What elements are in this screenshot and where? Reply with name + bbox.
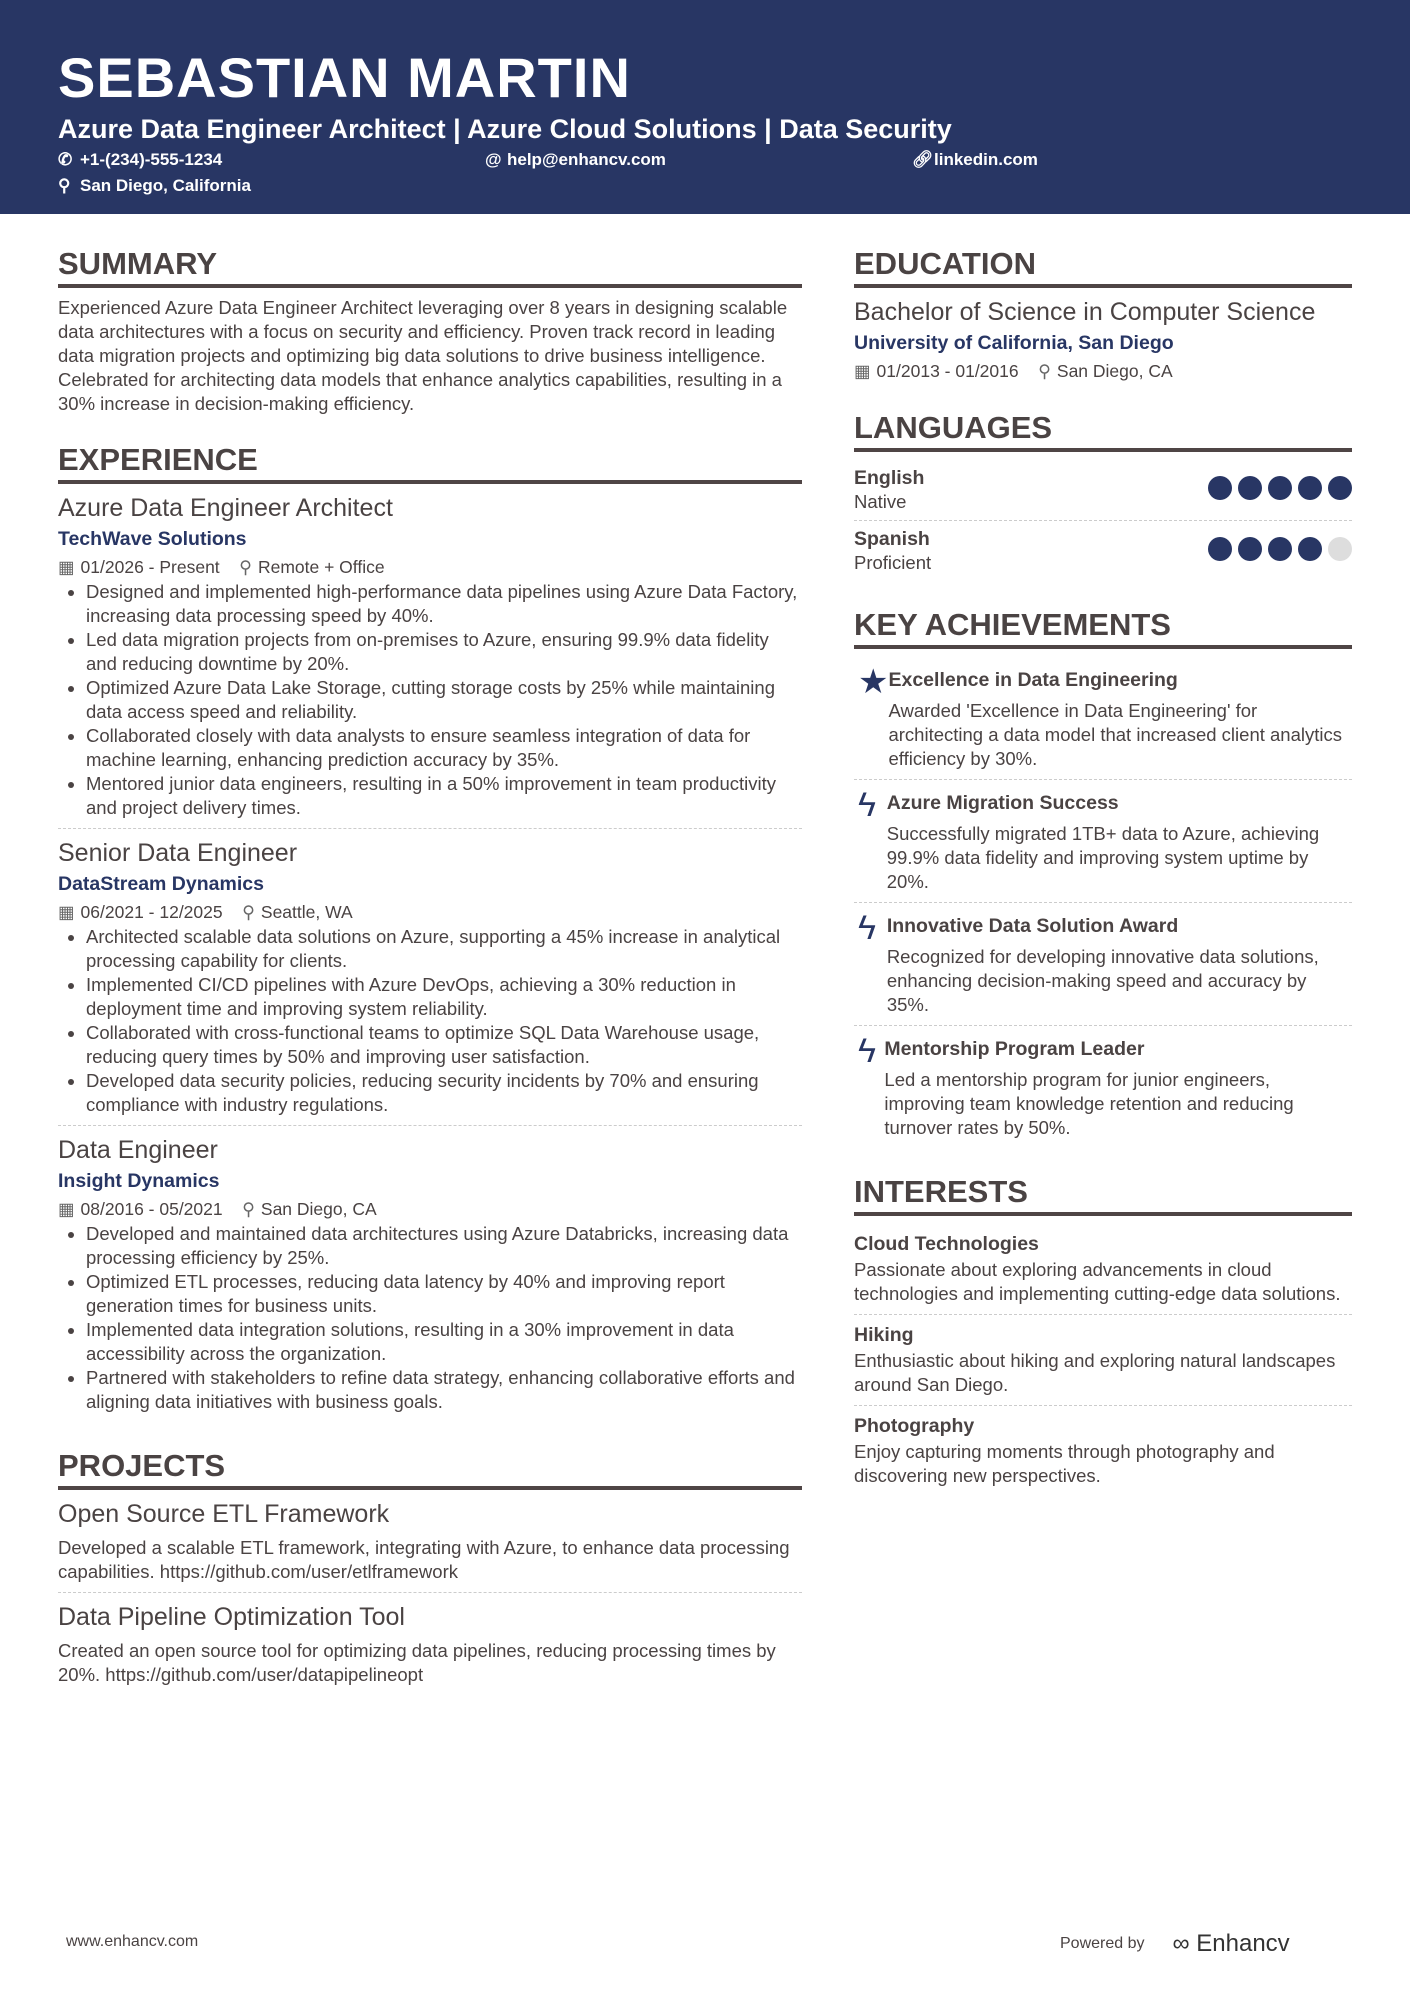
summary-text: Experienced Azure Data Engineer Architect leveraging over 8 years in designing scalable data architectures with a focus on security and efficiency. Proven track record in leading data migration projects and optimizing big data solutions to drive business intelligence. Celebrated for architecting data models that enhance analytics capabilities, resulting in a 30% increase in decision-making efficiency. xyxy=(58,297,788,414)
left-column xyxy=(58,246,802,1721)
brand-name: Enhancv xyxy=(1196,1930,1290,1957)
rating-dot xyxy=(1328,476,1352,500)
job-bullets xyxy=(58,925,802,1117)
location: San Diego, California xyxy=(80,176,251,195)
rating-dot xyxy=(1208,537,1232,561)
interest-text: Enthusiastic about hiking and exploring natural landscapes around San Diego. xyxy=(854,1350,1336,1395)
achievement-item xyxy=(854,903,1352,1026)
bullet: • Architected scalable data solutions on Azure, supporting a 45% increase in analytical processing capability for clients. xyxy=(86,925,802,973)
location-icon: ⚲ xyxy=(1038,361,1051,381)
language-item xyxy=(854,460,1352,521)
school: University of California, San Diego xyxy=(854,332,1174,354)
language-level: Native xyxy=(854,491,907,512)
interest-title: Photography xyxy=(854,1415,975,1437)
job-title: Senior Data Engineer xyxy=(58,839,298,867)
project-title: Open Source ETL Framework xyxy=(58,1500,390,1528)
rating-dot xyxy=(1298,476,1322,500)
experience-section xyxy=(58,442,802,1422)
bullet: • Collaborated with cross-functional teams to optimize SQL Data Warehouse usage, reducing query times by 50% and improving user satisfaction. xyxy=(86,1021,802,1069)
project-text: Created an open source tool for optimizing data pipelines, reducing processing times by 20%. https://github.com/user/datapipelineopt xyxy=(58,1640,776,1685)
interest-text: Enjoy capturing moments through photography and discovering new perspectives. xyxy=(854,1441,1275,1486)
bullet: • Optimized Azure Data Lake Storage, cutting storage costs by 25% while maintaining data access speed and reliability. xyxy=(86,676,802,724)
candidate-title: Azure Data Engineer Architect | Azure Cloud Solutions | Data Security xyxy=(58,114,952,144)
location-icon: ⚲ xyxy=(242,1199,255,1219)
rating-dot xyxy=(1238,476,1262,500)
achievement-item xyxy=(854,780,1352,903)
phone[interactable]: +1-(234)-555-1234 xyxy=(80,150,223,169)
section-heading: KEY ACHIEVEMENTS xyxy=(854,607,1352,649)
job-dates: 08/2016 - 05/2021 xyxy=(80,1199,223,1219)
edu-dates: 01/2013 - 01/2016 xyxy=(876,361,1019,381)
rating-dot xyxy=(1268,537,1292,561)
project-entry xyxy=(58,1601,802,1695)
calendar-icon: ▦ xyxy=(854,361,871,381)
bullet: • Developed data security policies, reducing security incidents by 70% and ensuring compliance with industry regulations. xyxy=(86,1069,802,1117)
section-heading: SUMMARY xyxy=(58,246,802,288)
job-location: San Diego, CA xyxy=(260,1199,377,1219)
calendar-icon: ▦ xyxy=(58,902,75,922)
achievement-text: Led a mentorship program for junior engineers, improving team knowledge retention and reducing turnover rates by 50%. xyxy=(884,1069,1294,1138)
location-icon: ⚲ xyxy=(242,902,255,922)
job-entry xyxy=(58,1134,802,1422)
rating-dot xyxy=(1328,537,1352,561)
project-title: Data Pipeline Optimization Tool xyxy=(58,1603,405,1631)
company: TechWave Solutions xyxy=(58,528,247,550)
rating-dot xyxy=(1238,537,1262,561)
achievement-item xyxy=(854,1026,1352,1148)
phone-icon: ✆ xyxy=(58,150,73,169)
bullet: • Partnered with stakeholders to refine data strategy, enhancing collaborative efforts and aligning data initiatives with business goals. xyxy=(86,1366,802,1414)
email[interactable]: help@enhancv.com xyxy=(507,150,666,169)
interest-title: Hiking xyxy=(854,1324,914,1346)
project-text: Developed a scalable ETL framework, integrating with Azure, to enhance data processing capabilities. https://github.com/user/etlframework xyxy=(58,1537,790,1582)
achievement-text: Awarded 'Excellence in Data Engineering' for architecting a data model that increased client analytics efficiency by 30%. xyxy=(888,700,1342,769)
achievement-title: Azure Migration Success xyxy=(886,792,1119,814)
bullet: • Mentored junior data engineers, resulting in a 50% improvement in team productivity and project delivery times. xyxy=(86,772,802,820)
footer-site[interactable]: www.enhancv.com xyxy=(66,1933,199,1950)
rating-dot xyxy=(1298,537,1322,561)
job-entry xyxy=(58,837,802,1126)
bullet: • Optimized ETL processes, reducing data latency by 40% and improving report generation times for business units. xyxy=(86,1270,802,1318)
achievement-text: Successfully migrated 1TB+ data to Azure, achieving 99.9% data fidelity and improving system uptime by 20%. xyxy=(886,823,1320,892)
achievement-item xyxy=(854,657,1352,780)
language-item xyxy=(854,521,1352,581)
bullet: • Implemented CI/CD pipelines with Azure DevOps, achieving a 30% reduction in deployment time and improving system reliability. xyxy=(86,973,802,1021)
bullet: • Collaborated closely with data analysts to ensure seamless integration of data for machine learning, enhancing prediction accuracy by 35%. xyxy=(86,724,802,772)
calendar-icon: ▦ xyxy=(58,557,75,577)
project-entry xyxy=(58,1498,802,1593)
language-name: Spanish xyxy=(854,528,930,550)
section-heading: EDUCATION xyxy=(854,246,1352,288)
edu-location: San Diego, CA xyxy=(1056,361,1173,381)
bullet: • Implemented data integration solutions, resulting in a 30% improvement in data accessibility across the organization. xyxy=(86,1318,802,1366)
job-bullets xyxy=(58,580,802,820)
linkedin[interactable]: linkedin.com xyxy=(934,150,1038,169)
bolt-icon: ϟ xyxy=(858,909,876,947)
job-dates: 01/2026 - Present xyxy=(80,557,220,577)
achievement-title: Innovative Data Solution Award xyxy=(886,915,1179,937)
achievement-title: Mentorship Program Leader xyxy=(884,1038,1145,1060)
degree: Bachelor of Science in Computer Science xyxy=(854,298,1316,326)
section-heading: EXPERIENCE xyxy=(58,442,802,484)
job-bullets xyxy=(58,1222,802,1414)
job-title: Azure Data Engineer Architect xyxy=(58,494,393,522)
language-level: Proficient xyxy=(854,552,932,573)
interest-item xyxy=(854,1224,1352,1315)
enhancv-logo: ∞ Enhancv xyxy=(1172,1930,1290,1957)
achievement-text: Recognized for developing innovative data solutions, enhancing decision-making speed and accuracy by 35%. xyxy=(886,946,1319,1015)
bullet: • Designed and implemented high-performance data pipelines using Azure Data Factory, increasing data processing speed by 40%. xyxy=(86,580,802,628)
section-heading: INTERESTS xyxy=(854,1174,1352,1216)
section-heading: LANGUAGES xyxy=(854,410,1352,452)
job-location: Seattle, WA xyxy=(260,902,353,922)
location-icon: ⚲ xyxy=(58,176,71,195)
bolt-icon: ϟ xyxy=(858,786,876,824)
interests-section xyxy=(854,1174,1352,1496)
job-entry xyxy=(58,492,802,829)
company: Insight Dynamics xyxy=(58,1170,220,1192)
star-icon: ★ xyxy=(858,663,889,701)
languages-section xyxy=(854,410,1352,581)
bullet: • Developed and maintained data architectures using Azure Databricks, increasing data processing efficiency by 25%. xyxy=(86,1222,802,1270)
interest-item xyxy=(854,1406,1352,1496)
company: DataStream Dynamics xyxy=(58,873,264,895)
rating-dot xyxy=(1208,476,1232,500)
header xyxy=(0,0,1410,214)
language-rating xyxy=(1202,476,1352,505)
language-name: English xyxy=(854,467,925,489)
job-dates: 06/2021 - 12/2025 xyxy=(80,902,223,922)
achievements-section xyxy=(854,607,1352,1148)
rating-dot xyxy=(1268,476,1292,500)
summary-section xyxy=(58,246,802,416)
powered-by xyxy=(1060,1930,1290,1958)
bullet: • Led data migration projects from on-premises to Azure, ensuring 99.9% data fidelity and reducing downtime by 20%. xyxy=(86,628,802,676)
location-icon: ⚲ xyxy=(239,557,252,577)
achievement-title: Excellence in Data Engineering xyxy=(888,669,1178,691)
projects-section xyxy=(58,1448,802,1695)
right-column xyxy=(854,246,1352,1522)
education-section xyxy=(854,246,1352,384)
calendar-icon: ▦ xyxy=(58,1199,75,1219)
link-icon: 🔗︎ xyxy=(912,150,934,169)
job-location: Remote + Office xyxy=(257,557,385,577)
language-rating xyxy=(1202,537,1352,566)
bolt-icon: ϟ xyxy=(858,1032,876,1070)
at-icon: @ xyxy=(485,150,502,169)
contact-info xyxy=(58,150,1352,196)
section-heading: PROJECTS xyxy=(58,1448,802,1490)
job-title: Data Engineer xyxy=(58,1136,218,1164)
interest-title: Cloud Technologies xyxy=(854,1233,1039,1255)
candidate-name: SEBASTIAN MARTIN xyxy=(58,46,631,109)
interest-item xyxy=(854,1315,1352,1406)
interest-text: Passionate about exploring advancements in cloud technologies and implementing cutting-edge data solutions. xyxy=(854,1259,1341,1304)
powered-label: Powered by xyxy=(1060,1935,1145,1952)
